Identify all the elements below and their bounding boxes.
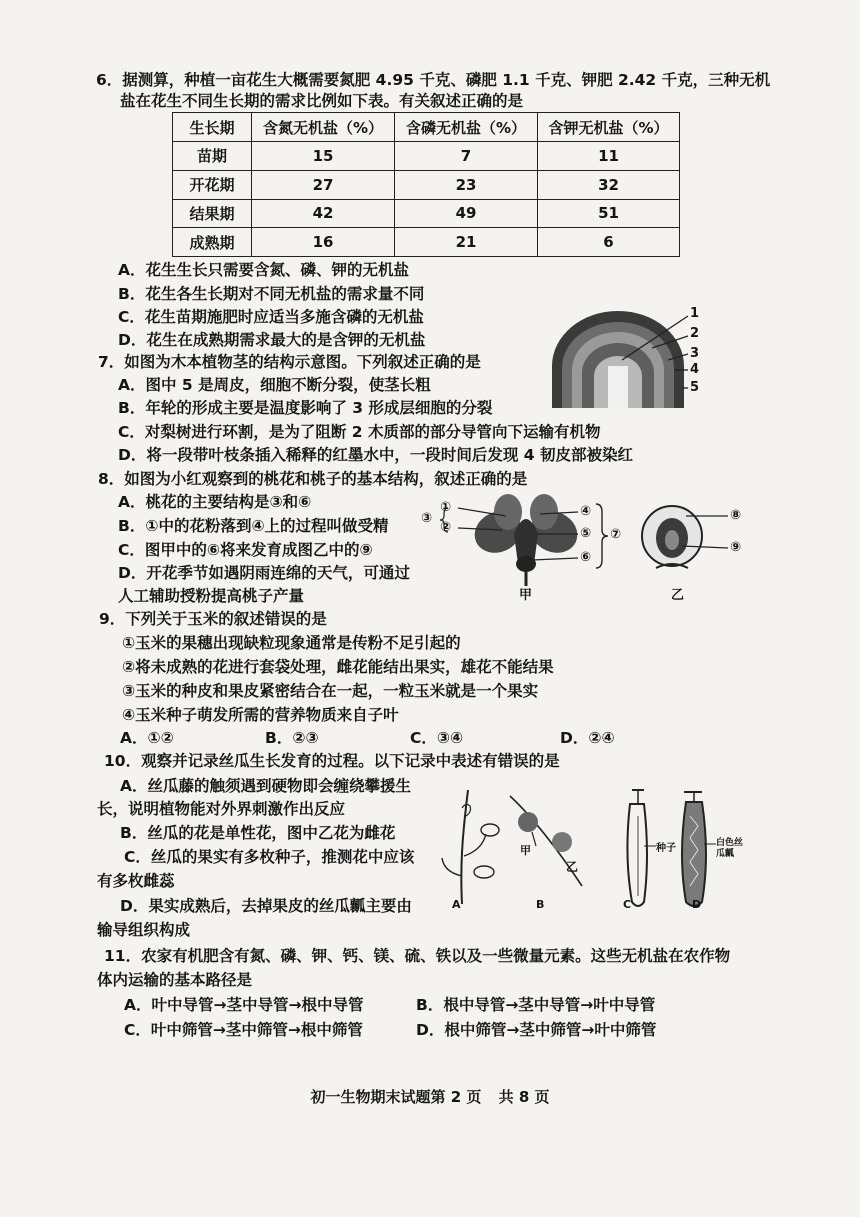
flower-label-5: ⑤ (580, 526, 592, 541)
table-cell: 32 (538, 170, 680, 199)
q9-statement-3: ③玉米的种皮和果皮紧密结合在一起，一粒玉米就是一个果实 (122, 682, 539, 700)
q11-option-c: C．叶中筛管→茎中筛管→根中筛管 (124, 1021, 363, 1039)
page-footer (0, 1086, 860, 1107)
luffa-label-flesh: 白色丝瓜瓤 (716, 838, 744, 859)
q9-stem: 9．下列关于玉米的叙述错误的是 (99, 610, 327, 628)
q9-option-a: A．①② (120, 729, 174, 747)
table-row (173, 142, 680, 171)
q11-option-a: A．叶中导管→茎中导管→根中导管 (124, 996, 364, 1014)
stem-label-3: 3 (690, 346, 700, 361)
q7-option-a: A．图中 5 是周皮，细胞不断分裂，使茎长粗 (118, 376, 431, 394)
q10-option-c-line2: 有多枚雌蕊 (97, 872, 175, 890)
table-cell: 23 (395, 170, 538, 199)
fruit-label-9: ⑨ (730, 540, 742, 555)
table-row (173, 228, 680, 257)
q7-option-d: D．将一段带叶枝条插入稀释的红墨水中，一段时间后发现 4 韧皮部被染红 (118, 446, 633, 464)
q9-statement-1: ①玉米的果穗出现缺粒现象通常是传粉不足引起的 (122, 634, 461, 652)
q9-option-c: C．③④ (410, 729, 464, 747)
table-cell: 51 (538, 199, 680, 228)
table-cell: 开花期 (173, 170, 252, 199)
q10-stem: 10．观察并记录丝瓜生长发育的过程。以下记录中表述有错误的是 (104, 752, 560, 770)
table-cell: 27 (252, 170, 395, 199)
fig-label-jia: 甲 (519, 588, 533, 603)
q8-option-d-line1: D．开花季节如遇阴雨连绵的天气，可通过 (118, 564, 410, 582)
flower-label-2: ② (440, 520, 452, 535)
luffa-label-yi: 乙 (566, 860, 579, 874)
table-cell: 7 (395, 142, 538, 171)
flower-label-1: ① (440, 500, 452, 515)
q10-option-b: B．丝瓜的花是单性花，图中乙花为雌花 (120, 824, 396, 842)
q6-option-d: D．花生在成熟期需求最大的是含钾的无机盐 (118, 331, 426, 349)
stem-cross-section-diagram (548, 308, 708, 413)
q11-option-d: D．根中筛管→茎中筛管→叶中筛管 (416, 1021, 657, 1039)
luffa-fig-label-a: A (452, 898, 461, 911)
table-cell: 15 (252, 142, 395, 171)
table-cell: 49 (395, 199, 538, 228)
q8-option-b: B．①中的花粉落到④上的过程叫做受精 (118, 517, 389, 535)
q10-option-d-line2: 输导组织构成 (97, 921, 191, 939)
flower-label-3: ③ (421, 511, 433, 526)
q8-option-d-line2: 人工辅助授粉提高桃子产量 (118, 587, 305, 605)
luffa-fig-label-d: D (692, 898, 702, 911)
q8-option-a: A．桃花的主要结构是③和⑥ (118, 493, 312, 511)
table-row (173, 199, 680, 228)
footer-page-total: 共 8 页 (498, 1088, 550, 1106)
fruit-label-8: ⑧ (730, 508, 742, 523)
q10-option-c-line1: C．丝瓜的果实有多枚种子，推测花中应该 (124, 848, 415, 866)
q11-stem-line1: 11．农家有机肥含有氮、磷、钾、钙、镁、硫、铁以及一些微量元素。这些无机盐在农作物 (104, 947, 731, 965)
q11-stem-line2: 体内运输的基本路径是 (97, 971, 253, 989)
table-cell: 6 (538, 228, 680, 257)
q8-option-c: C．图甲中的⑥将来发育成图乙中的⑨ (118, 541, 373, 559)
q9-option-b: B．②③ (265, 729, 319, 747)
table-header: 含磷无机盐（%） (395, 113, 538, 142)
flower-label-7: ⑦ (610, 527, 622, 542)
q6-option-b: B．花生各生长期对不同无机盐的需求量不同 (118, 285, 425, 303)
table-cell: 成熟期 (173, 228, 252, 257)
stem-label-5: 5 (690, 380, 700, 395)
q7-stem: 7．如图为木本植物茎的结构示意图。下列叙述正确的是 (98, 353, 481, 371)
table-cell: 42 (252, 199, 395, 228)
table-cell: 16 (252, 228, 395, 257)
stem-label-4: 4 (690, 362, 700, 377)
luffa-fig-label-b: B (536, 898, 545, 911)
q6-stem-line1: 6．据测算，种植一亩花生大概需要氮肥 4.95 千克、磷肥 1.1 千克、钾肥 2.42 千克，三种无机 (96, 71, 771, 89)
q10-option-d-line1: D．果实成熟后，去掉果皮的丝瓜瓤主要由 (120, 897, 412, 915)
flower-label-6: ⑥ (580, 550, 592, 565)
flower-label-4: ④ (580, 504, 592, 519)
table-cell: 21 (395, 228, 538, 257)
q9-statement-4: ④玉米种子萌发所需的营养物质来自子叶 (122, 706, 399, 724)
luffa-label-seed: 种子 (656, 843, 676, 854)
luffa-label-jia: 甲 (520, 844, 531, 857)
luffa-growth-diagram (432, 786, 732, 910)
luffa-fig-label-c: C (623, 898, 632, 911)
table-cell: 11 (538, 142, 680, 171)
table-header: 含氮无机盐（%） (252, 113, 395, 142)
q10-option-a-line2: 长，说明植物能对外界刺激作出反应 (97, 800, 346, 818)
stem-label-2: 2 (690, 326, 700, 341)
q8-stem: 8．如图为小红观察到的桃花和桃子的基本结构，叙述正确的是 (98, 470, 528, 488)
q9-statement-2: ②将未成熟的花进行套袋处理，雌花能结出果实，雄花不能结果 (122, 658, 554, 676)
nutrient-table (172, 112, 680, 257)
table-cell: 苗期 (173, 142, 252, 171)
table-header: 含钾无机盐（%） (538, 113, 680, 142)
q6-stem-line2: 盐在花生不同生长期的需求比例如下表。有关叙述正确的是 (120, 92, 524, 110)
fig-label-yi: 乙 (671, 588, 685, 603)
q11-option-b: B．根中导管→茎中导管→叶中导管 (416, 996, 656, 1014)
table-row (173, 170, 680, 199)
stem-label-1: 1 (690, 306, 700, 321)
q9-option-d: D．②④ (560, 729, 615, 747)
table-header: 生长期 (173, 113, 252, 142)
q7-option-b: B．年轮的形成主要是温度影响了 3 形成层细胞的分裂 (118, 399, 493, 417)
footer-page-title: 初一生物期末试题第 2 页 (310, 1088, 482, 1106)
q6-option-c: C．花生苗期施肥时应适当多施含磷的无机盐 (118, 308, 424, 326)
q6-option-a: A．花生生长只需要含氮、磷、钾的无机盐 (118, 261, 409, 279)
peach-flower-diagram (436, 494, 626, 590)
table-cell: 结果期 (173, 199, 252, 228)
q10-option-a-line1: A．丝瓜藤的触须遇到硬物即会缠绕攀援生 (120, 777, 411, 795)
q7-option-c: C．对梨树进行环割，是为了阻断 2 木质部的部分导管向下运输有机物 (118, 423, 601, 441)
